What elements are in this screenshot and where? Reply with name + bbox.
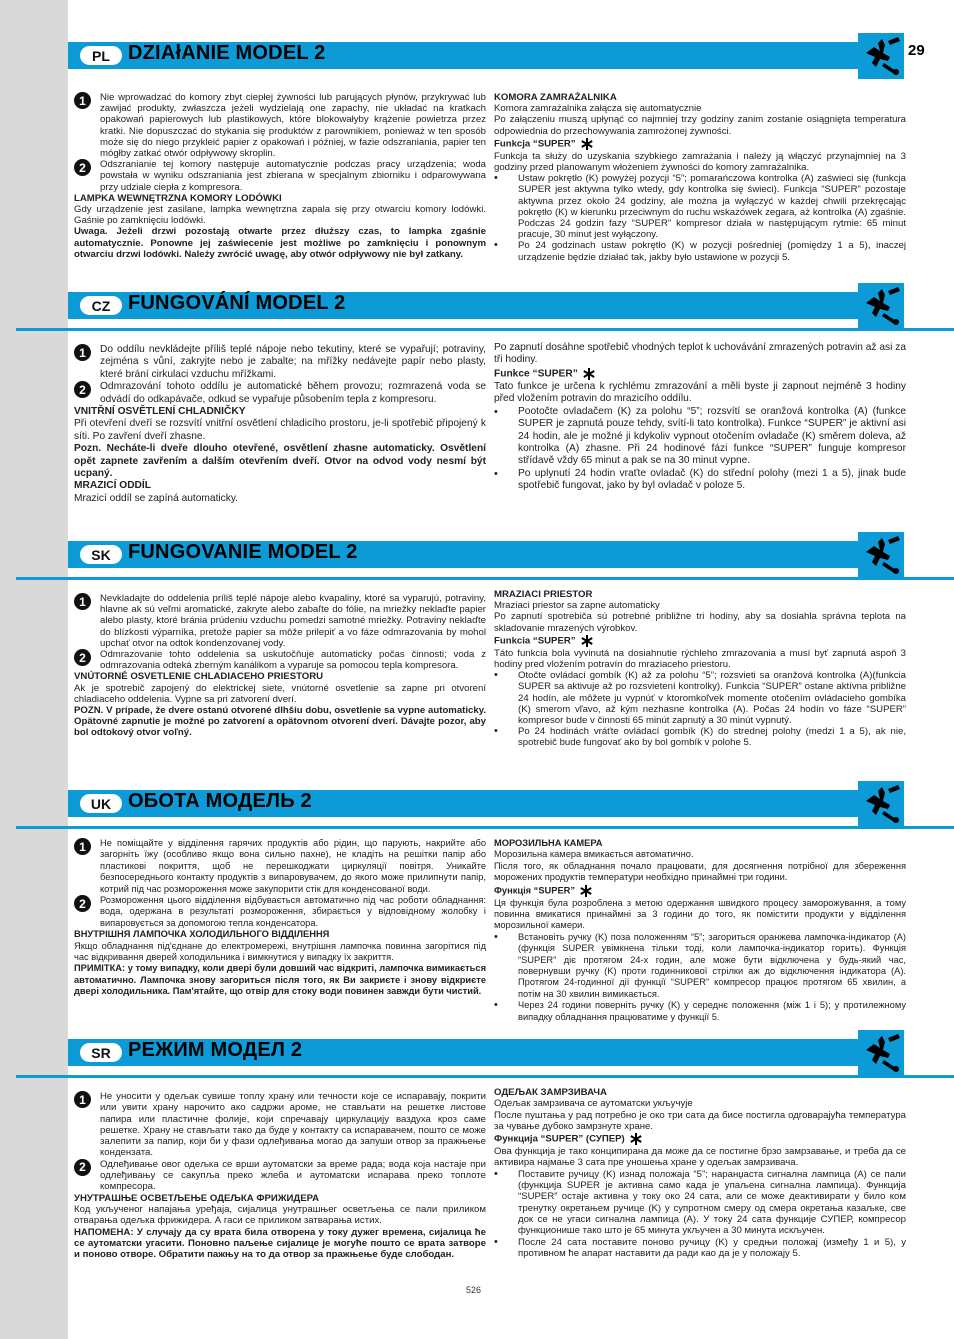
number-badge: 1 (74, 344, 91, 361)
paragraph-text: Якщо обладнання під'єднане до електромережі, внутрішня лампочка повинна загорітися під час відкривання дверей холодильника і вимкнутися у випадку їх закриття. (74, 940, 486, 963)
paragraph-text: Po zapnutí dosáhne spotřebič vhodných teplot k uchovávání zmrazených potravin až asi za tři hodiny. (494, 342, 906, 366)
number-badge: 1 (74, 593, 91, 610)
function-heading (494, 1132, 906, 1146)
paragraph-text: Po zapnutí spotrebiča sú potrebné približne tri hodiny, aby sa dosiahla správna teplota na skladovanie mrazených výrobkov. (494, 611, 906, 634)
section-title: DZIAłANIE MODEL 2 (128, 42, 326, 64)
paragraph-text: Do oddílu nevkládejte příliš teplé nápoje nebo tekutiny, které se vypařují; potraviny, zejména s vůní, zakryjte nebo je zabalte; na mřížky nedávejte papír nebo plasty, které brání cirkulaci vzduchu mřížkami. (100, 344, 486, 380)
warning-text: Pozn. Necháte-li dveře dlouho otevřené, osvětlení zhasne automaticky. Osvětlení opět zapnete zavřením a dalším otevřením dveří. Otvor na odvod vody nesmí být ucpaný. (74, 443, 486, 480)
subheading: ОДЕЉАК ЗАМРЗИВАЧА (494, 1087, 607, 1098)
number-badge: 2 (74, 381, 91, 398)
paragraph-text: Mraziaci priestor sa zapne automaticky (494, 600, 660, 612)
bullet-item: • Встановіть ручку (K) поза положенням “5”; загориться оранжева лампочка-індикатор (A) (функція SUPER увімкнена тільки тоді, коли лампочка-індикатор горить). Функція “SUPER” діє протягом 24-х годин, але може бути відключена у будь-який час, повернувши ручку (K) проти годинникової стрілки аж до відключення індикатора (A). Протягом 24-годинної дії функції “SUPER” компресор працює протягом 65 хвилин, а потім на 30 хвилин вимикається. (494, 932, 906, 1000)
numbered-paragraph (74, 381, 486, 406)
subheading: УНУТРАШЊЕ ОСВЕТЉЕЊЕ ОДЕЉКА ФРИЖИДЕРА (74, 1192, 320, 1204)
function-label: Funkce “SUPER” (494, 368, 578, 380)
bullet-item: • Po 24 godzinach ustaw pokrętło (K) w pozycji pośredniej (pomiędzy 1 a 5), inaczej urządzenie będzie działać tak, jakby było ustawione w pozycji 5. (494, 240, 906, 262)
function-heading (494, 634, 906, 648)
numbered-paragraph (74, 649, 486, 671)
paragraph-text: Ова функција је тако конципирана да може да се постигне брзо замрзавање, и треба да се активира најмање 3 сата пре уношења хране у одељак замрзивача. (494, 1146, 906, 1169)
section-title: FUNGOVÁNÍ MODEL 2 (128, 292, 346, 314)
subheading: VNÚTORNÉ OSVETLENIE CHLADIACEHO PRIESTORU (74, 671, 324, 683)
subheading: VNITŘNÍ OSVĚTLENÍ CHLADNIČKY (74, 406, 246, 418)
tools-hand-icon (858, 283, 904, 329)
paragraph-text: Одлеђивање овог одељка се врши аутоматски за време рада; вода која настаје при одлеђивању се сакупља преко жлеба и аутоматски испарава преко топлоте компресора. (100, 1158, 486, 1193)
bullet-item: • После 24 сата поставите поново ручицу (K) у средњи положај (између 1 и 5), у противном ће апарат наставити да ради као да је у положају 5. (494, 1237, 906, 1260)
subheading: MRAZICÍ ODDÍL (74, 480, 151, 492)
bullet-item: • Поставите ручицу (K) изнад положаја “5”; наранџаста сигнална лампица (A) се пали (функција SUPER је активна само када је упаљена сигнална лампица). Функција “SUPER” остаје активна у току око 24 сата, али се може деактивирати у било ком тренутку окретањем ручице (K) у супротном смеру од смера окретања казаљке, све док се не угаси сигнална лампица (A). У току 24 сата функције СУПЕР, компресор функционише тако што је 65 минута укључен а 30 минута искључен. (494, 1169, 906, 1237)
right-column (494, 838, 906, 1023)
asterisk-icon (580, 634, 594, 648)
footer-page-code: 526 (466, 1285, 482, 1295)
warning-text: ПРИМІТКА: у тому випадку, коли двері були довший час відкриті, лампочка вимикається автоматично. Лампочка знову загориться після того, як Ви закриєте і знову відкриєте двері холодильника. Пам'ятайте, що отвір для стоку води повинен завжди бути чистий. (74, 963, 486, 997)
number-badge: 2 (74, 649, 91, 666)
asterisk-icon (579, 884, 593, 898)
paragraph-text: Odmrazovanie tohto oddelenia sa uskutočňuje automaticky počas činnosti; voda z odmrazovania odteká zberným kanálikom a vyparuje sa pomocou tepla kompresora. (100, 649, 486, 672)
section-sk (68, 541, 954, 786)
numbered-paragraph (74, 1091, 486, 1159)
subheading: MRAZIACI PRIESTOR (494, 589, 593, 600)
language-badge: UK (80, 794, 122, 813)
numbered-paragraph (74, 344, 486, 381)
left-column (74, 1091, 486, 1260)
numbered-paragraph (74, 92, 486, 159)
asterisk-icon (582, 367, 596, 381)
function-label: Функція “SUPER” (494, 885, 576, 896)
section-header-band (68, 292, 858, 319)
paragraph-text: Розмороження цього відділення відбувається автоматично під час роботи обладнання: вода, одержана в результаті розмороження, збирається у відповідному жолобку і випаровується за допомогою тепла конденсатора. (100, 895, 486, 928)
paragraph-text: Не поміщайте у відділення гарячих продуктів або рідин, що парують, накрийте або загорніть їжу (особливо якщо вона сильно пахне), не кладіть на решітки папір або пластикові покриття, щоб не перешкоджати циркуляції повітря. Уникайте безпосереднього контакту продуктів з випаровувачем, до якого може прилипнути папір, котрий під час розмороження може закупорити стік для конденсованої води. (100, 838, 486, 894)
paragraph-text: Gdy urządzenie jest zasilane, lampka wewnętrzna zapala się przy otwarciu komory lodówki. Gaśnie po zamknięciu lodówki. (74, 204, 486, 227)
number-badge: 1 (74, 1091, 91, 1108)
asterisk-icon (580, 137, 594, 151)
language-badge: PL (80, 46, 122, 65)
warning-text: НАПОМЕНА: У случају да су врата била отворена у току дужег времена, сијалица ће се аутоматски угасити. Поновно паљење сијалице је могуће пошто се врата затворе и поново отворе. Обратити пажњу на то да отвор за пражњење буде слободан. (74, 1226, 486, 1261)
subheading: ВНУТРІШНЯ ЛАМПОЧКА ХОЛОДИЛЬНОГО ВІДДІЛЕННЯ (74, 929, 330, 940)
language-badge: CZ (80, 296, 122, 315)
left-column (74, 593, 486, 739)
left-margin-strip (0, 0, 68, 1339)
number-badge: 2 (74, 1159, 91, 1176)
bullet-item: • Ustaw pokrętło (K) powyżej pozycji “5”; pomarańczowa kontrolka (A) zaświeci się (funkcja SUPER jest aktywna tylko wtedy, gdy kontrolka się świeci). Funkcja “SUPER” pozostaje aktywna przez około 24 godziny, ale można ja wyłączyć w każdej chwili przekręcając pokrętło (K) w kierunku przeciwnym do ruchu wskazówek zegara, aż kontrolka (A) zgaśnie. Podczas 24 godzin fazy “SUPER” kompresor działa w następującym rytmie: 65 minut pracuje, 30 minut jest wyłączony. (494, 173, 906, 240)
numbered-paragraph (74, 838, 486, 895)
section-header-band (68, 790, 858, 817)
language-badge: SR (80, 1043, 122, 1062)
subheading: МОРОЗИЛЬНА КАМЕРА (494, 838, 603, 848)
paragraph-text: Код укљученог напајања уређаја, сијалица унутрашњег осветљења се пали приликом отварања одељка фрижидера. А гаси се приликом затварања истих. (74, 1203, 486, 1227)
section-title: FUNGOVANIE MODEL 2 (128, 541, 358, 563)
numbered-paragraph (74, 159, 486, 193)
paragraph-text: Після того, як обладнання почало працювати, для досягнення потрібної для збереження морожених продуктів температури необхідно принаймні три години. (494, 860, 906, 883)
numbered-paragraph (74, 895, 486, 929)
paragraph-text: Не уносити у одељак сувише топлу храну или течности које се испаравају, покрити или увити храну нарочито ако садржи ароме, не стављати на решетке листове папира или пластичне фолије, који спречавају циркулацију ваздуха кроз саме решетке. Храну не стављати тако да буде у контакту са испаравачем, пошто се може залепити за папир, који би у фази одлеђивања могао да запуши отвор за пражњење кондензата. (100, 1091, 486, 1159)
page-number: 29 (908, 42, 925, 59)
paragraph-text: Komora zamrażalnika załącza się automatycznie (494, 103, 702, 115)
section-uk (68, 790, 954, 1035)
right-column (494, 589, 906, 749)
tools-hand-icon (858, 33, 904, 79)
warning-text: Uwaga. Jeżeli drzwi pozostają otwarte przez dłuższy czas, to lampka zgaśnie automatycznie. Ponowne jej zaświecenie jest możliwe po zamknięciu i ponownym otwarciu drzwi lodówki. Należy zwrócić uwagę, aby otwór odpływowy nie był zatkany. (74, 226, 486, 260)
section-header-band (68, 1039, 858, 1066)
subheading: LAMPKA WEWNĘTRZNA KOMORY LODÓWKI (74, 192, 282, 204)
warning-text: POZN. V prípade, že dvere ostanú otvorené dlhšiu dobu, osvetlenie sa vypne automaticky. Opätovné zapnutie je možné po zatvorení a opätovnom otvorení dverí. Dávajte pozor, aby bol odtokový otvor voľný. (74, 705, 486, 739)
paragraph-text: После пуштања у рад потребно је око три сата да бисе постигла одговарајућа температура за чување дубоко замрзнуте хране. (494, 1109, 906, 1132)
asterisk-icon (629, 1132, 643, 1146)
function-heading (494, 884, 906, 898)
section-header-band (68, 42, 858, 69)
numbered-paragraph (74, 593, 486, 649)
function-heading (494, 367, 906, 381)
function-label: Funkcja “SUPER” (494, 138, 576, 150)
function-label: Функција “SUPER” (СУПЕР) (494, 1133, 625, 1145)
right-column (494, 1087, 906, 1259)
section-title: РЕЖИМ МОДЕЛ 2 (128, 1039, 303, 1061)
paragraph-text: Ця функція була розроблена з метою одержання швидкого процесу заморожування, а тому повинна вмикатися принаймні за 3 години до того, як помістити продукти у відділення морозильної камери. (494, 897, 906, 931)
paragraph-text: Tato funkce je určena k rychlému zmrazování a měli byste ji zapnout nejméně 3 hodiny před vložením potravin do mrazicího oddílu. (494, 380, 906, 405)
number-badge: 2 (74, 895, 91, 912)
right-column (494, 92, 906, 263)
section-sr (68, 1039, 954, 1289)
function-heading (494, 137, 906, 151)
paragraph-text: Po załączeniu muszą upłynąć co najmniej trzy godziny zanim zostanie osiągnięta temperatura odpowiednia do przechowywania zamrożonej żywności. (494, 114, 906, 137)
paragraph-text: Odmrazování tohoto oddílu je automatické během provozu; rozmrazená voda se odvádí do odkapávače, odkud se vypařuje působením tepla z kompresoru. (100, 381, 486, 405)
paragraph-text: Při otevření dveří se rozsvítí vnitřní osvětlení chladicího prostoru, je-li spotřebič připojený k síti. Po zavření dveří zhasne. (74, 418, 486, 442)
bullet-item: • Po 24 hodinách vráťte ovládací gombík (K) do strednej polohy (medzi 1 a 5), ak nie, spotrebič bude fungovať ako by bol gombík v polohe 5. (494, 726, 906, 748)
numbered-paragraph (74, 1159, 486, 1193)
number-badge: 1 (74, 92, 91, 109)
bullet-item: • Otočte ovládací gombík (K) až za polohu “5”; rozsvieti sa oranžová kontrolka (A)(funkcia SUPER sa aktivuje až po rozsvietení kontrolky). Funkcia “SUPER” ostane aktívna približne 24 hodín, ale môžete ju vypnúť v ktoromkoľvek momente otočením ovládacieho gombíka (K) smerom vľavo, až kým nezhasne kontrolka (A). Počas 24 hodín vo fáze “SUPER” kompresor bude v činnosti 65 minút zapnutý a 30 minút vypnutý. (494, 670, 906, 726)
section-cz (68, 292, 954, 534)
number-badge: 1 (74, 838, 91, 855)
bullet-item: • Через 24 години поверніть ручку (K) у середнє положення (між 1 і 5); у протилежному випадку обладнання працюватиме у функції 5. (494, 1000, 906, 1023)
section-pl (68, 42, 954, 292)
tools-hand-icon (858, 532, 904, 578)
paragraph-text: Ak je spotrebič zapojený do elektrickej siete, vnútorné osvetlenie sa zapne pri otvorení chladiaceho oddelenia. Vypne sa pri zatvorení dverí. (74, 682, 486, 705)
paragraph-text: Mrazicí oddíl se zapíná automaticky. (74, 492, 239, 504)
right-column (494, 342, 906, 493)
left-column (74, 344, 486, 505)
bullet-item: • Pootočte ovladačem (K) za polohu “5”; rozsvítí se oranžová kontrolka (A) (funkce SUPER je zapnutá pouze tehdy, svítí-li tato kontrolka). Funkce “SUPER” je aktivní asi 24 hodin, ale je možné ji kdykoliv vypnout otočením ovladače (K) směrem doleva, až kontrolka (A) zhasne. Při 24 hodinové fázi funkce “SUPER” funguje kompresor střídavě vždy 65 minut a pak se na 30 minut vypne. (494, 406, 906, 468)
tools-hand-icon (858, 781, 904, 827)
bullet-item: • Po uplynutí 24 hodin vraťte ovladač (K) do střední polohy (mezi 1 a 5), jinak bude spotřebič fungovat, jako by byl ovladač v poloze 5. (494, 468, 906, 493)
tools-hand-icon (858, 1030, 904, 1076)
paragraph-text: Odszranianie tej komory następuje automatycznie podczas pracy urządzenia; woda powstała w wyniku odszraniania jest zbierana w specjalnym zbiorniku i odparowywana przy udziale ciepła z kompresora. (100, 159, 486, 193)
paragraph-text: Морозильна камера вмикається автоматично. (494, 849, 694, 860)
section-title: ОБОТА МОДЕЛЬ 2 (128, 790, 312, 812)
function-label: Funkcia “SUPER” (494, 635, 576, 647)
number-badge: 2 (74, 159, 91, 176)
paragraph-text: Nevkladajte do oddelenia príliš teplé nápoje alebo kvapaliny, ktoré sa vyparujú, potraviny, hlavne ak sú veľmi aromatické, zakryte alebo zabaľte do fólie, na mriežky neklaďte papier alebo plasty, ktoré bránia prúdeniu vzduchu pomedzi samotné mriežky. Potraviny neklaďte do blízkosti výparníka, pretože papier sa môže prilepiť a vo fáze odmrazovania by mohol upchať otvor na odtok kondenzovanej vody. (100, 593, 486, 649)
language-badge: SK (80, 545, 122, 564)
paragraph-text: Táto funkcia bola vyvinutá na dosiahnutie rýchleho zmrazovania a musí byť zapnutá aspoň 3 hodiny pred vložením potravín do mraziaceho priestoru. (494, 647, 906, 671)
paragraph-text: Nie wprowadzać do komory zbyt ciepłej żywności lub parujących płynów, przykrywać lub zawijać produkty, zwłaszcza jeżeli wydzielają one zapachy, nie układać na kratkach opakowań papierowych lub plastikowych, które blokowałyby krążenie powietrza przez kratki. Nie dopuszczać do stykania się produktów z parownikiem, ponieważ w ten sposób może się do niego przykleić papier z opakowań i później, w fazie odszraniania, papier ten mógłby zatkać otwór odpływowy skroplin. (100, 92, 486, 160)
paragraph-text: Одељак замрзивача се аутоматски укључује (494, 1098, 693, 1110)
left-column (74, 92, 486, 260)
subheading: KOMORA ZAMRAŻALNIKA (494, 92, 617, 103)
paragraph-text: Funkcja ta służy do uzyskania szybkiego zamrażania i należy ją włączyć przynajmniej na 3 godziny przed planowanym włożeniem żywności do komory zamrażalnika. (494, 150, 906, 174)
section-header-band (68, 541, 858, 568)
left-column (74, 838, 486, 998)
